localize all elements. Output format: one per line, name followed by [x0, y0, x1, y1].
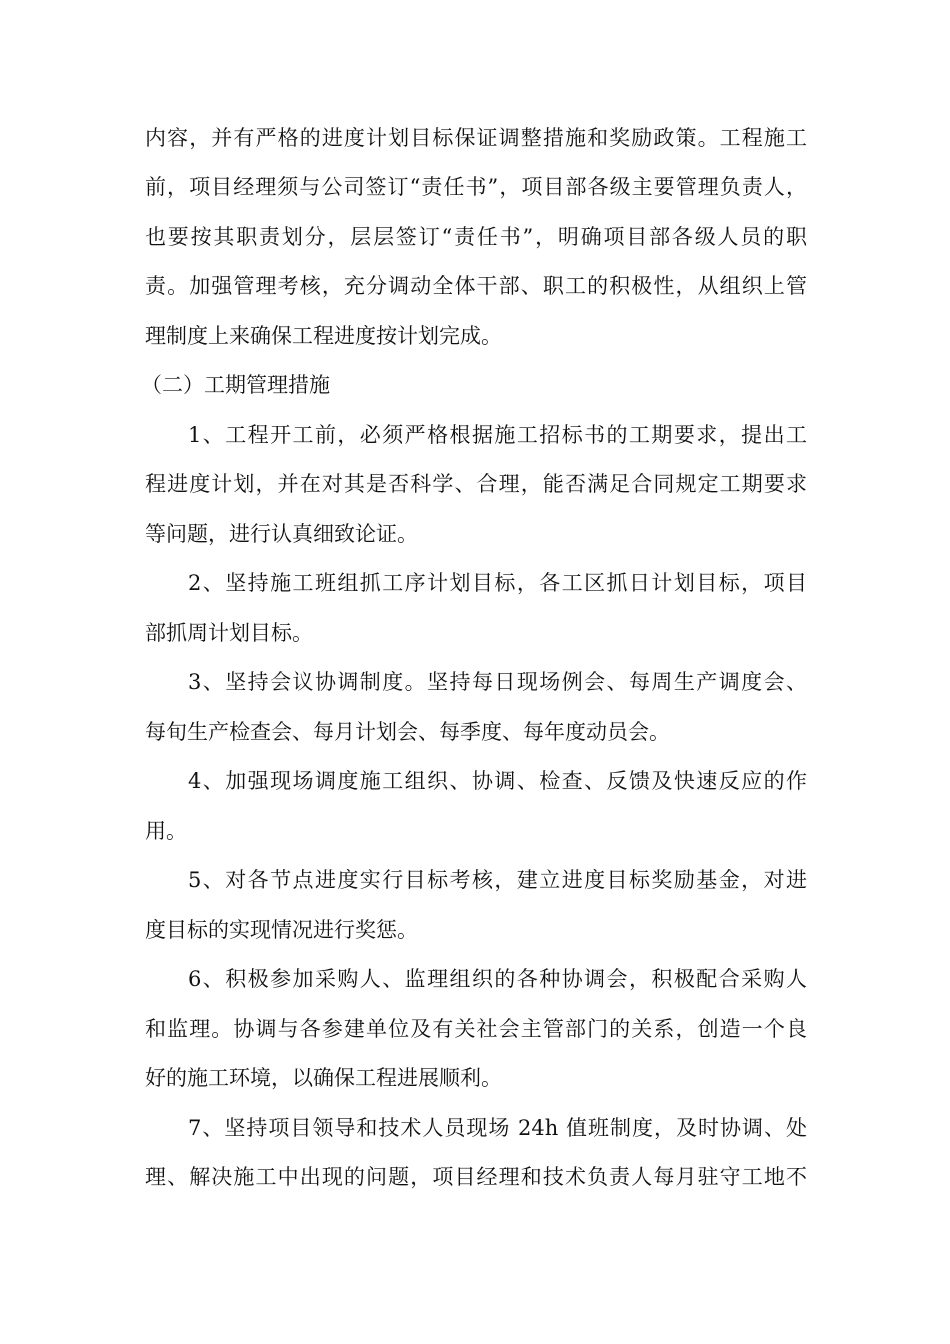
list-item-line: 用。 — [145, 819, 187, 843]
list-item-line: 等问题，进行认真细致论证。 — [145, 522, 418, 546]
list-item-line: 部抓周计划目标。 — [145, 621, 313, 645]
list-item-line: 3、坚持会议协调制度。坚持每日现场例会、每周生产调度会、 — [188, 670, 807, 694]
list-item-line: 2、坚持施工班组抓工序计划目标，各工区抓日计划目标，项目 — [188, 571, 807, 595]
list-item-line: 理、解决施工中出现的问题，项目经理和技术负责人每月驻守工地不 — [145, 1165, 807, 1189]
list-item-line: 5、对各节点进度实行目标考核，建立进度目标奖励基金，对进 — [188, 868, 807, 892]
paragraph-line: 理制度上来确保工程进度按计划完成。 — [145, 324, 502, 348]
list-item-line: 度目标的实现情况进行奖惩。 — [145, 918, 418, 942]
list-item-line: 和监理。协调与各参建单位及有关社会主管部门的关系，创造一个良 — [145, 1017, 807, 1041]
paragraph-line: 前，项目经理须与公司签订“责任书”，项目部各级主要管理负责人， — [145, 175, 807, 199]
list-item-line: 4、加强现场调度施工组织、协调、检查、反馈及快速反应的作 — [188, 769, 807, 793]
section-heading: （二）工期管理措施 — [141, 373, 330, 397]
list-item-line: 6、积极参加采购人、监理组织的各种协调会，积极配合采购人 — [188, 967, 807, 991]
list-item-line: 好的施工环境，以确保工程进展顺利。 — [145, 1066, 502, 1090]
paragraph-line: 责。加强管理考核，充分调动全体干部、职工的积极性，从组织上管 — [145, 274, 807, 298]
list-item-line: 1、工程开工前，必须严格根据施工招标书的工期要求，提出工 — [188, 423, 807, 447]
paragraph-line: 内容，并有严格的进度计划目标保证调整措施和奖励政策。工程施工 — [145, 126, 807, 150]
paragraph-line: 也要按其职责划分，层层签订“责任书”，明确项目部各级人员的职 — [145, 225, 807, 249]
list-item-line: 程进度计划，并在对其是否科学、合理，能否满足合同规定工期要求 — [145, 472, 807, 496]
list-item-line: 7、坚持项目领导和技术人员现场 24h 值班制度，及时协调、处 — [188, 1116, 807, 1140]
list-item-line: 每旬生产检查会、每月计划会、每季度、每年度动员会。 — [145, 720, 670, 744]
